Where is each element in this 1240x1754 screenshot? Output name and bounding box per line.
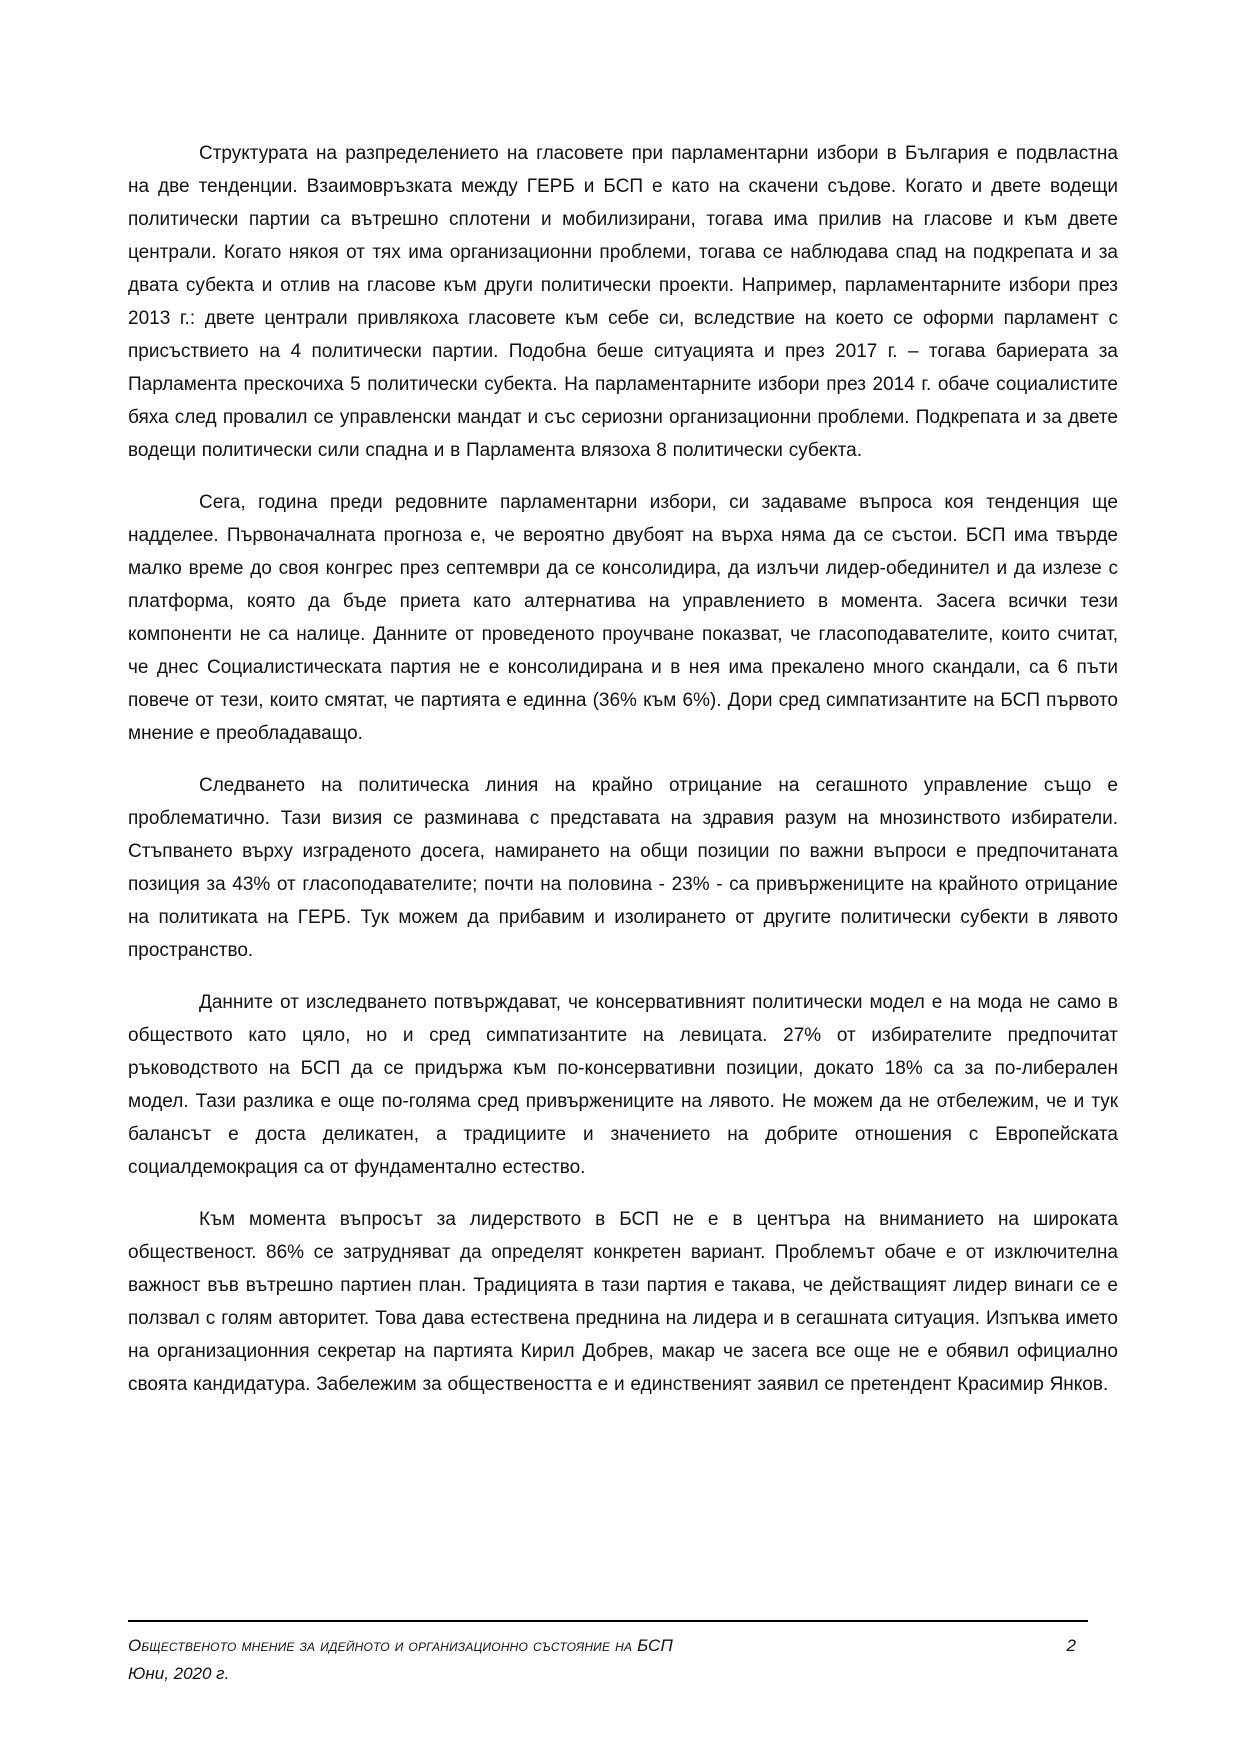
paragraph-3: Следването на политическа линия на крайно отрицание на сегашното управление също е проблематично. Тази визия се разминава с представата на здравия разум на мнозинството избиратели. Стъпването върху изграденото досега, намирането на общи позиции по важни въпроси е предпочитаната позиция за 43% от гласоподавателите; почти на половина - 23% - са привържениците на крайното отрицание на политиката на ГЕРБ. Тук можем да прибавим и изолирането от другите политически субекти в лявото пространство. [128, 775, 1118, 961]
document-body [128, 137, 1118, 1420]
paragraph-5: Към момента въпросът за лидерството в БСП не е в центъра на вниманието на широката общественост. 86% се затрудняват да определят конкретен вариант. Проблемът обаче е от изключителна важност във вътрешно партиен план. Традицията в тази партия е такава, че действащият лидер винаги се е ползвал с голям авторитет. Това дава естествена преднина на лидера и в сегашната ситуация. Изпъква името на организационния секретар на партията Кирил Добрев, макар че засега все още не е обявил официално своята кандидатура. Забележим за обществеността е и единственият заявил се претендент Красимир Янков. [128, 1209, 1118, 1395]
footer-title: Общественото мнение за идейното и организационно състояние на БСП [128, 1636, 673, 1655]
page-number: 2 [1066, 1636, 1076, 1655]
page-footer [128, 1620, 1088, 1688]
footer-divider [128, 1620, 1088, 1622]
footer-date: Юни, 2020 г. [128, 1664, 230, 1683]
paragraph-4: Данните от изследването потвърждават, че консервативният политически модел е на мода не само в обществото като цяло, но и сред симпатизантите на левицата. 27% от избирателите предпочитат ръководството на БСП да се придържа към по-консервативни позиции, докато 18% са за по-либерален модел. Тази разлика е още по-голяма сред привържениците на лявото. Не можем да не отбележим, че и тук балансът е доста деликатен, а традициите и значението на добрите отношения с Европейската социалдемокрация са от фундаментално естество. [128, 992, 1118, 1178]
paragraph-1: Структурата на разпределението на гласовете при парламентарни избори в България е подвластна на две тенденции. Взаимовръзката между ГЕРБ и БСП е като на скачени съдове. Когато и двете водещи политически партии са вътрешно сплотени и мобилизирани, тогава има прилив на гласове и към двете централи. Когато някоя от тях има организационни проблеми, тогава се наблюдава спад на подкрепата и за двата субекта и отлив на гласове към други политически проекти. Например, парламентарните избори през 2013 г.: двете централи привлякоха гласовете към себе си, вследствие на което се оформи парламент с присъствието на 4 политически партии. Подобна беше ситуацията и през 2017 г. – тогава бариерата за Парламента прескочиха 5 политически субекта. На парламентарните избори през 2014 г. обаче социалистите бяха след провалил се управленски мандат и със сериозни организационни проблеми. Подкрепата и за двете водещи политически сили спадна и в Парламента влязоха 8 политически субекта. [128, 143, 1118, 461]
paragraph-2: Сега, година преди редовните парламентарни избори, си задаваме въпроса коя тенденция ще надделее. Първоначалната прогноза е, че вероятно двубоят на върха няма да се състои. БСП има твърде малко време до своя конгрес през септември да се консолидира, да излъчи лидер-обединител и да излезе с платформа, която да бъде приета като алтернатива на управлението в момента. Засега всички тези компоненти не са налице. Данните от проведеното проучване показват, че гласоподавателите, които считат, че днес Социалистическата партия не е консолидирана и в нея има прекалено много скандали, са 6 пъти повече от тези, които смятат, че партията е единна (36% към 6%). Дори сред симпатизантите на БСП първото мнение е преобладаващо. [128, 492, 1118, 744]
footer-content [128, 1632, 1088, 1688]
